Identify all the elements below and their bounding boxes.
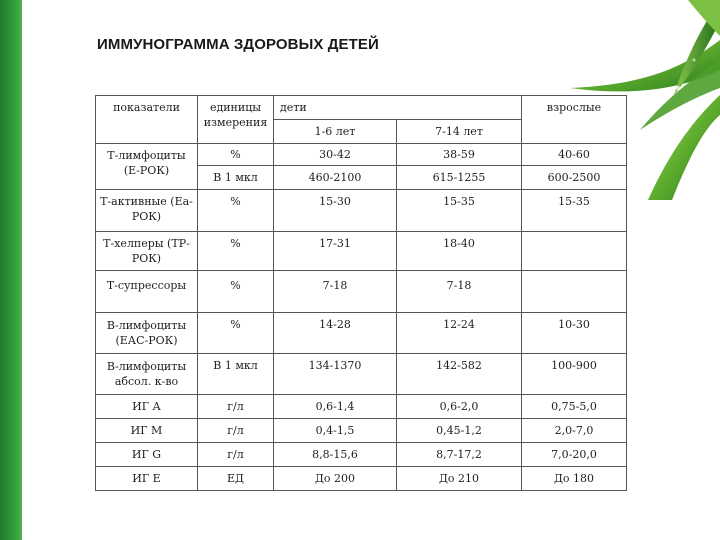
table-row — [96, 232, 627, 271]
row-adults: 0,75-5,0 — [522, 395, 627, 419]
row-children-1-6: 460-2100 — [274, 166, 397, 190]
row-indicator: ИГ М — [96, 419, 198, 443]
row-adults: 40-60 — [522, 144, 627, 166]
row-indicator: ИГ Е — [96, 467, 198, 491]
page-title: ИММУНОГРАММА ЗДОРОВЫХ ДЕТЕЙ — [97, 36, 379, 53]
row-units: % — [198, 313, 274, 354]
row-children-7-14: 0,6-2,0 — [397, 395, 522, 419]
header-units: единицы измерения — [198, 96, 274, 144]
header-age-1-6: 1-6 лет — [274, 120, 397, 144]
row-adults: 100-900 — [522, 354, 627, 395]
row-adults: 10-30 — [522, 313, 627, 354]
row-children-7-14: До 210 — [397, 467, 522, 491]
row-units: В 1 мкл — [198, 166, 274, 190]
table-row — [96, 443, 627, 467]
row-adults: 600-2500 — [522, 166, 627, 190]
row-indicator: Т-хелперы (ТР-РОК) — [96, 232, 198, 271]
row-units: % — [198, 190, 274, 232]
row-adults: До 180 — [522, 467, 627, 491]
row-children-7-14: 142-582 — [397, 354, 522, 395]
row-children-7-14: 8,7-17,2 — [397, 443, 522, 467]
header-age-7-14: 7-14 лет — [397, 120, 522, 144]
row-indicator: ИГ G — [96, 443, 198, 467]
row-units: ЕД — [198, 467, 274, 491]
header-adults: взрослые — [522, 96, 627, 144]
row-children-7-14: 12-24 — [397, 313, 522, 354]
row-children-7-14: 15-35 — [397, 190, 522, 232]
row-indicator: В-лимфоциты абсол. к-во — [96, 354, 198, 395]
row-children-1-6: 14-28 — [274, 313, 397, 354]
row-adults — [522, 271, 627, 313]
row-children-1-6: 15-30 — [274, 190, 397, 232]
table-row — [96, 313, 627, 354]
table-row — [96, 395, 627, 419]
row-adults: 7,0-20,0 — [522, 443, 627, 467]
row-children-7-14: 615-1255 — [397, 166, 522, 190]
row-units: г/л — [198, 443, 274, 467]
table-row — [96, 419, 627, 443]
row-indicator: Т-супрессоры — [96, 271, 198, 313]
row-children-1-6: До 200 — [274, 467, 397, 491]
row-indicator: ИГ А — [96, 395, 198, 419]
row-children-7-14: 38-59 — [397, 144, 522, 166]
row-units: % — [198, 271, 274, 313]
row-children-1-6: 7-18 — [274, 271, 397, 313]
immunogram-table — [95, 95, 627, 491]
table-row — [96, 190, 627, 232]
table-row — [96, 144, 627, 166]
row-indicator: Т-лимфоциты (Е-РОК) — [96, 144, 198, 190]
row-units: В 1 мкл — [198, 354, 274, 395]
table-header-row — [96, 96, 627, 120]
row-units: г/л — [198, 419, 274, 443]
row-units: г/л — [198, 395, 274, 419]
row-children-1-6: 30-42 — [274, 144, 397, 166]
row-children-7-14: 0,45-1,2 — [397, 419, 522, 443]
row-indicator: В-лимфоциты (ЕАС-РОК) — [96, 313, 198, 354]
row-adults: 15-35 — [522, 190, 627, 232]
left-green-bar — [0, 0, 22, 540]
table-row — [96, 467, 627, 491]
row-indicator: Т-активные (Еа-РОК) — [96, 190, 198, 232]
row-children-7-14: 18-40 — [397, 232, 522, 271]
header-indicator: показатели — [96, 96, 198, 144]
table-row — [96, 271, 627, 313]
row-children-1-6: 134-1370 — [274, 354, 397, 395]
row-children-1-6: 17-31 — [274, 232, 397, 271]
row-units: % — [198, 144, 274, 166]
row-adults: 2,0-7,0 — [522, 419, 627, 443]
row-children-1-6: 0,6-1,4 — [274, 395, 397, 419]
table-row — [96, 354, 627, 395]
row-adults — [522, 232, 627, 271]
header-children: дети — [274, 96, 522, 120]
row-children-1-6: 0,4-1,5 — [274, 419, 397, 443]
row-children-1-6: 8,8-15,6 — [274, 443, 397, 467]
row-units: % — [198, 232, 274, 271]
row-children-7-14: 7-18 — [397, 271, 522, 313]
